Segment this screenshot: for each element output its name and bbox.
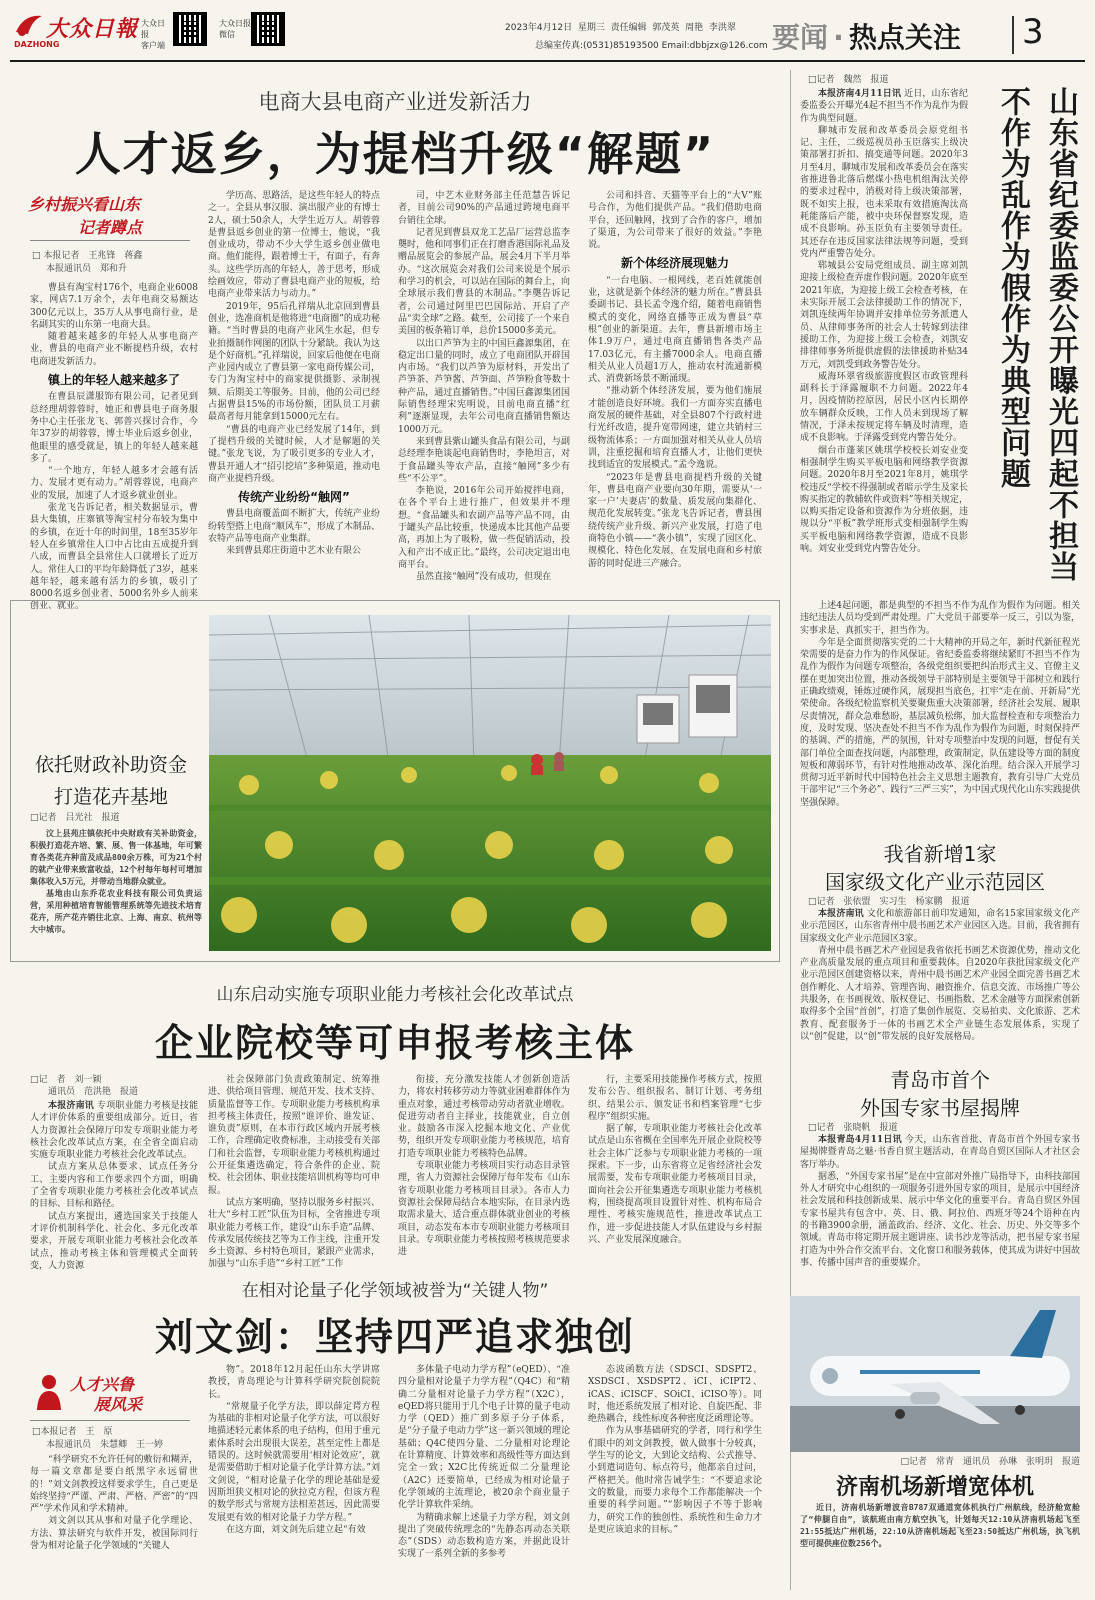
paragraph: “一个地方，年轻人越多才会越有活力、发展才更有动力。”胡蓉蓉说，电商产业的发展，加速了人才返乡就业创业。 <box>30 466 198 501</box>
article3-subtitle: 在相对论量子化学领域被誉为“关键人物” <box>241 1281 549 1301</box>
column-tag-line2: 记者蹲点 <box>78 218 143 237</box>
paragraph: 曹县电商覆盖面不断扩大，传统产业纷纷转型搭上电商“顺风车”，形成了木制品、农特产品等电商产业集群。 <box>208 509 380 545</box>
airport-aircraft-photo <box>790 1296 1080 1452</box>
masthead-info <box>505 20 736 33</box>
article2-col2 <box>208 1074 380 1270</box>
article3-title: 刘文剑：坚持四严追求独创 <box>154 1315 635 1359</box>
paragraph: 烟台市蓬莱区姚琪学校校长刘安业变相强制学生购买平板电脑和网络教学资源问题。2020年8月至2021年8月，姚琪学校违反“学校不得强制或者暗示学生及家长购买指定的教辅软件或资料”等相关规定，以购买指定设备和资源作为分班依据，违规以分“平板”教学班形式变相强制学生购买平板电脑和网络教学资源，造成不良影响。刘安业受到党内警告处分。 <box>800 445 968 554</box>
dateline: 本报济南讯 <box>48 1101 94 1111</box>
photo-story-byline: □记者 吕光社 报道 <box>30 813 120 823</box>
side1-col-top <box>800 88 968 596</box>
section-left: 要闻 <box>772 21 829 54</box>
side1-title: 山东省纪委监委公开曝光四起不担当不作为乱作为假作为典型问题 <box>995 86 1078 582</box>
masthead <box>0 0 1095 62</box>
paragraph: 今年是全面贯彻落实党的二十大精神的开局之年，新时代新征程光荣需要的是奋力作为的作风保证。省纪委监委将继续紧盯不担当不作为乱作为假作为问题专项整治，各级党组织要把纠治形式主义、官僚主义摆在更加突出位置，推动各级领导干部特别是主要领导干部树立和践行正确政绩观，锤炼过硬作风，展现担当底色，扛牢“走在前、开新局”光荣使命。各级纪检监察机关要聚焦重大决策部署，经济社会发展、履职尽责情况，群众急难愁盼，基层减负松绑，加大监督检查和专项整治力度，及时发现、坚决查处不担当不作为乱作为假作为问题，时刻保持严的基调、严的措施，严的氛围，针对专项整治中发现的问题，督促有关部门单位全面查找问题，内部整理，政策制定，队伍建设等方面的制度短板和薄弱环节，有针对性地推动改革、深化治理。结合深入开展学习贯彻习近平新时代中国特色社会主义思想主题教育，教育引导广大党员干部牢记“三个务必”、践行“三严三实”，为中国式现代化山东实践提供坚强保障。 <box>800 637 1080 808</box>
paragraph: 刘文剑以其从事和对量子化学理论、方法、算法研究与软件开发，被国际同行誉为相对论量子化学领域的“关键人 <box>30 1516 198 1552</box>
article2-byline1: □记 者 刘一颖 <box>30 1075 102 1085</box>
paragraph: 2019年，95后孔祥瑞从北京回到曹县创业，选准商机是他将进“电商圈”的成功秘籍。“当时曹县的电商产业风生水起，但专业拍摄制作网图的团队十分紧缺。我认为这是个好商机。”孔祥瑞说，回家后他便在电商产业园内成立了曹县第一家电商传媒公司，专门为淘宝村中的商家提供摄影、录制视频、后期美工等服务。目前，他的公司已经占据曹县15%的市场份额，团队员工月薪最高者每月能拿到15000元左右。 <box>208 301 380 423</box>
article1-col1 <box>30 282 198 612</box>
side4-body <box>800 1502 1080 1592</box>
paper-name-en: DAZHONG <box>14 40 60 49</box>
paragraph: “2023年是曹县电商提档升级的关键年，曹县电商产业要向30年期，需要从‘一家一户’夫妻店’的数量、质发展向集群化、规范化发展转变。”张龙飞告诉记者，曹县围绕传统产业升级、新兴产业发展，打造了电商特色小镇——“袭小镇”，实现了园区化、规模化、特色化发展，在发展电商和乡村旅游的同时促进三产融合。 <box>588 472 762 569</box>
article3-col1 <box>30 1454 198 1592</box>
paragraph <box>800 1134 1080 1171</box>
paragraph: 司，中艺木业财务部主任范慧告诉记者，目前公司90%的产品通过跨境电商平台销往全球。 <box>398 191 570 226</box>
paragraph: 态波函数方法（SDSCI、SDSPT2、XSDSCI、XSDSPT2、iCI、iCIPT2、iCAS、iCISCF、SOiCI、iCISO等）。同时，他还系统发展了相对论、自旋匹配、非绝热耦合，线性标度各种密度泛函理论等。 <box>588 1365 762 1425</box>
paragraph: 基地由山东乔花农业科技有限公司负责运营，采用种植培育智能管理系统等先进技术培育花卉，所产花卉销往北京、上海、南京、杭州等大中城市。 <box>30 889 202 934</box>
column-tag-talent <box>28 1372 188 1416</box>
paragraph <box>800 908 1080 945</box>
paragraph: 社会保障部门负责政策制定、统筹推进、供给项目管理、规范开发、技术支持、质量监督等工作。专项职业能力考核机构承担考核主体责任，按照“谁评价、谁发证、谁负责”原则，在本市行政区域内开展考核工作，合理确定收费标准，主动接受有关部门和社会监督，专项职业能力考核机构通过公开征集遴选确定，符合条件的企业、院校、社会团体、职业技能培训机构等均可申报。 <box>208 1075 380 1196</box>
paragraph: “推动新个体经济发展，要为他们施展才能创造良好环境。我们一方面夯实直播电商发展的硬件基础，对全县807个行政村进行光纤改造，提升宽带网速，建立共销村三级物流体系；一方面加强对相关从业人员培训，注重挖掘和培育直播人才，让他们更快找到适宜的发展模式。”孟令逸说。 <box>588 386 762 471</box>
paragraph: 威海环翠省级旅游度假区市政管理科副科长于泽露履职不力问题。2022年4月，因疫情防控原因，居民小区内长期停放车辆群众反映，工作人员未到现场了解情况，于泽未按规定将车辆及时清理，造成不良影响。于泽露受到党内警告处分。 <box>800 371 968 444</box>
photo-story-caption <box>30 828 202 948</box>
article1-col4 <box>588 190 762 582</box>
page-number-divider <box>1012 16 1014 54</box>
paragraph: 以出口芦笋为主的中国巨鑫源集团，在稳定出口量的同时，成立了电商团队开辟国内市场。“我们以芦笋为原材料，开发出了芦笋茶、芦笋酱、芦笋面、芦笋粉食等数十种产品，通过直播销售。”中国巨鑫源集团国际销售经理宋宪明说，目前电商直播“红利”逐渐显现，去年公司电商直播销售额达1000万元。 <box>398 338 570 435</box>
side1-byline: □记者 魏然 报道 <box>808 75 889 85</box>
masthead-contact <box>535 38 768 51</box>
qr-code-wechat <box>251 12 285 46</box>
dateline: 本报济南讯 <box>818 909 864 919</box>
paper-name: 大众日報 <box>46 16 139 42</box>
paragraph <box>30 1100 198 1161</box>
article3-byline2: 本报通讯员 朱慧卿 王一婷 <box>46 1440 164 1450</box>
paragraph: 为精确求解上述量子力学方程，刘文剑提出了突破传统理念的“先静态再动态关联态”（SDS）动态数构造方案，并据此设计实现了一系列全新的多参考 <box>398 1512 570 1560</box>
paragraph: 行，主要采用技能操作考核方式，按照发布公告、组织报名、制订计划、考务组织、结果公示、颁发证书和档案管理“七步程序”组织实施。 <box>588 1075 762 1122</box>
paragraph: 多体量子电动力学方程”（eQED）、“准四分量相对论量子力学方程”（Q4C）和“精确二分量相对论量子力学方程”（X2C），eQED将只能用于几个电子计算的量子电动力学（QED）推广到多原子分子体系，是“分子量子电动力学”这一新兴领域的理论基础；Q4C使四分量、二分量相对论理论在计算精度、计算效率和高级性等方面达到完全一致；X2C比传统近似二分量理论（A2C）还要简单，已经成为相对论量子化学领域的主流理论，被20余个商业量子化学计算软件采纳。 <box>398 1365 570 1511</box>
article1-subhead2: 传统产业纷纷“触网” <box>238 490 350 505</box>
article2-col1 <box>30 1100 198 1271</box>
article1-byline2: 本报通讯员 郑和升 <box>46 264 128 274</box>
paragraph: 郓城县公安局党组成员、副主席刘凯迎接上级检查弄虚作假问题。2020年底至2021年底，为迎接上级工会检查考核，在未实际开展工会法律援助工作的情况下，刘凯连续两年协调并安排单位劳务派遣人员、从律师事务所的社会人士转嫁到法律援助工作，为迎接上级工会检查，刘凯安排律师事务所提供虚假的法律援助补贴34万元，刘凯受到政务警告处分。 <box>800 261 968 370</box>
dateline: 本报济南4月11日讯 <box>818 89 902 99</box>
article1-subhead3: 新个体经济展现魅力 <box>620 256 729 271</box>
section-header <box>772 16 961 56</box>
section-right: 热点关注 <box>848 21 961 54</box>
side1-col-bottom <box>800 600 1080 826</box>
paragraph: 汶上县苑庄镇依托中央财政有关补助资金，积极打造花卉培、繁、展、售一体基地，年可繁育各类花卉种苗及成品800余万株，可为21个村的就产业带来致富收益，12个村每年每村可增加集体收入5万元，并带动当地群众就业。 <box>30 829 202 886</box>
person-icon <box>36 1374 62 1410</box>
paragraph: 李艳说，2016年公司开始搅拌电商，在各个平台上进行推广，但效果并不理想。“食品罐头和农副产品等产品不同，由于罐头产品比较重，快递成本比其他产品要高，再加上为了吸粉，做一些促销活动，投入和产出不成正比。”最终，公司决定退出电商平台。 <box>398 486 570 570</box>
paragraph: 学历高、思路活，是这些年轻人的特点之一。全县从事汉服、演出服产业的有博士2人，硕士50余人，大学生近万人。胡蓉蓉是曹县返乡创业的第一位博士，他说，“我创业成功，带动不少大学生返乡创业做电商。他们能得，跟着博士干，有面子，有奔头。这些学历高的年轻人，善于思考，形成绘画效应，带动了曹县电商产业的短板，给电商产业带来活力与动力。” <box>208 191 380 300</box>
column-tag-rural <box>28 192 168 236</box>
article2-subtitle: 山东启动实施专项职业能力考核社会化改革试点 <box>216 985 574 1005</box>
article1-col3 <box>398 190 570 582</box>
paragraph: 试点方案明确，坚持以服务乡村振兴、壮大“乡村工匠”队伍为目标，全省推进专项职业能力考核工作，建设“山东手造”品牌、传承发展传统技艺等为工作主线，注重开发乡土资源、乡村特色项目，紧跟产业需求，加强与“山东手造”“乡村工匠”工作 <box>208 1197 380 1270</box>
paragraph: 曹县有淘宝村176个，电商企业6008家，网店7.1万余个，去年电商交易额达300亿元以上，35万人从事电商行业，是名副其实的山东第一电商大县。 <box>30 283 198 330</box>
article3-col2 <box>208 1364 380 1592</box>
paragraph: 随着越来越多的年轻人从事电商产业，曹县的电商产业不断提档升级，农村电商迸发新活力。 <box>30 332 198 367</box>
page-number: 3 <box>1022 12 1044 52</box>
paragraph: 试点方案从总体要求、试点任务分工、主要内容和工作要求四个方面，明确了全省专项职业能力考核社会化改革试点的目标、目标和路径。 <box>30 1162 198 1210</box>
article3-col3 <box>398 1364 570 1592</box>
article2-col3 <box>398 1074 570 1258</box>
side3-title-line1: 青岛市首个 <box>890 1068 990 1092</box>
paragraph: 试点方案提出，遴选国家关于技能人才评价机制科学化、社会化、多元化改革要求，开展专项职业能力考核社会化改革试点，推动考核主体和管理模式全面转变，人力资源 <box>30 1211 198 1271</box>
paragraph: “常规量子化学方法，即以薛定谔方程为基础的非相对论量子化学方法，可以很好地描述轻元素体系的电子结构，但用于重元素体系时会出现很大误差，甚至定性上都是错误的。这时候就需要用‘相对论效应’，就是需要借助于相对论量子化学计算方法。”刘文剑说，“相对论量子化学的理论基础是爱因斯坦狭义相对论的狄拉克方程，但该方程的数学形式与常规方法相差甚远，因此需要发展更有效的相对论量子力学方程。” <box>208 1401 380 1523</box>
fax: 总编室传真:(0531)85193500 <box>535 41 659 51</box>
article2-title: 企业院校等可申报考核主体 <box>154 1021 635 1065</box>
article1-subhead1: 镇上的年轻人越来越多了 <box>47 373 180 388</box>
column-tag-line2: 展风采 <box>94 1395 143 1414</box>
article2-col4 <box>588 1074 762 1245</box>
paragraph: 据悉，“外国专家书屋”是在中宣部对外推广局指导下，由科技部国外人才研究中心组织的一项服务引进外国专家的项目，是展示中国经济社会发展和科技创新成果、展示中华文化的重要平台。青岛自贸区外国专家书屋共有包含中、英、日、俄、阿拉伯、西班牙等24个语种在内的书籍3900余册，涵盖政治、经济、文化、社会、历史、外交等多个领域。青岛市将定期开展主题讲座、读书沙龙等活动，把书屋专家书屋打造为中外合作交流平台、文化窗口和服务载体，使其成为讲好中国故事、传播中国声音的重要媒介。 <box>800 1171 1080 1268</box>
paragraph-text: 今天，山东省首批、青岛市首个外国专家书屋揭牌暨青岛之魅·书香自贸主题活动，在青岛自贸区国际人才社区会客厅举办。 <box>800 1135 1080 1170</box>
paragraph-text: 专项职业能力考核是技能人才评价体系的重要组成部分。近日，省人力资源社会保障厅印发专项职业能力考核社会化改革试点方案，在全省全面启动实施专项职业能力考核社会化改革试点。 <box>30 1101 198 1161</box>
paragraph: 来到曹县郑庄街道中艺木业有限公 <box>226 546 362 557</box>
paragraph: 公司和抖音、天猫等平台上的“大V”账号合作，为他们提供产品。“我们借助电商平台，还回触网，找到了合作的客户，增加了渠道，为公司带来了很好的效益。”李艳说。 <box>588 191 762 251</box>
paragraph-text: 文化和旅游部日前印发通知，命名15家国家级文化产业示范园区，山东省青州中晨书画艺术产业园区入选。目前，我省拥有国家级文化产业示范园区3家。 <box>800 909 1080 944</box>
section-dot: · <box>833 21 844 54</box>
greenhouse-flower-photo <box>209 615 771 951</box>
side3-byline: □记者 张晓帆 报道 <box>808 1123 898 1133</box>
article1-col2 <box>208 190 380 582</box>
editor-label: 责任编辑 <box>610 23 647 33</box>
dateline: 本报青岛4月11日讯 <box>818 1135 902 1145</box>
article3-byline1: □本报记者 王 原 <box>32 1427 113 1437</box>
paragraph-text: 近日，山东省纪委监委公开曝光4起不担当不作为乱作为假作为典型问题。 <box>800 89 968 124</box>
article1-title: 人才返乡，为提档升级“解题” <box>74 127 716 181</box>
paragraph: “曹县的电商产业已经发展了14年，到了提档升级的关键时候，人才是解题的关键。”张龙飞说，为了吸引更多的专业人才，曹县开通人才“招引挖培”多种渠道，推动电商产业提档升级。 <box>208 424 380 484</box>
paragraph: 近日，济南机场新增波音B787双通道宽体机执行广州航线，经济舱宽舱了“伸腿自由”，该航班由南方航空执飞，计划每天12:10从济南机场起飞至21:55抵达广州机场，22:10从济南机场起飞至23:50抵达广州机场，执飞机型可提供座位数256个。 <box>800 1503 1080 1548</box>
paragraph: 来到曹县紫山罐头食品有限公司，与副总经理李艳谈起电商销售时，李艳坦言，对于食品罐头等农产品，直接“触网”多少有些“不公平”。 <box>398 436 570 484</box>
side2-body <box>800 908 1080 1048</box>
paragraph: 虽然直接“触网”没有成功，但现在 <box>416 572 552 583</box>
paragraph: 聊城市发展和改革委员会原党组书记、主任，二级巡视员孙玉臣落实上级决策部署打折扣、搞变通等问题。2020年3月至4月，聊城市发展和改革委员会在落实省推进鲁北落后燃煤小热电机组淘汰关停的要求过程中，消极对待上级决策部署，既不如实上报，也未采取有效措施淘汰高耗能落后产能，被中央环保督察发现，造成不良影响。孙玉臣负有主要领导责任。其还存在违反国家法律法规等问题，受到党内严重警告处分。 <box>800 125 968 259</box>
tag-rule <box>30 240 190 241</box>
paragraph: 在曹县辰潇服饰有限公司，记者见到总经理胡蓉蓉时，她正和曹县电子商务服务中心主任张龙飞、郭普兴探讨合作，今年37岁的胡蓉蓉，博士毕业后返乡创业，他眼里的感受就是，镇上的年轻人越来越多了。 <box>30 392 198 464</box>
side3-body <box>800 1134 1080 1274</box>
article2-byline2: 通讯员 范洪艳 报道 <box>48 1087 139 1097</box>
checker-name: 周艳 <box>685 23 704 33</box>
side2-title-line2: 国家级文化产业示范园区 <box>825 870 1045 894</box>
tag-rule <box>30 1420 190 1421</box>
masthead-rule <box>10 60 1085 62</box>
article3-col4 <box>588 1364 762 1592</box>
paragraph: 据了解，专项职业能力考核社会化改革试点是山东省概在全国率先开展企业院校等社会主体广泛参与专项职业能力考核的一项探索。下一步，山东省将立足省经济社会发展需要，发布专项职业能力考核项目目录，面向社会公开征集遴选专项职业能力考核机构，围绕提高项目设置针对性、机构布局合理性、考核实施规范性，推进改革试点工作，进一步促进技能人才队伍建设与乡村振兴、产业发展深度融合。 <box>588 1124 762 1245</box>
article1-subtitle: 电商大县电商产业迸发新活力 <box>258 90 532 114</box>
paragraph: 专项职业能力考核项目实行动态目录管理，省人力资源社会保障厅每年发布《山东省专项职业能力考核项目目录》。各市人力资源社会保障局结合本地实际，在目录内选取需求量大、适合重点群体就业创业的考核项目，动态发布本市专项职业能力考核项目目录。专项职业能力考核按照考核规范要求进 <box>398 1161 570 1258</box>
article1-byline1: □ 本报记者 王兆锋 蒋鑫 <box>32 251 143 261</box>
paragraph: 张龙飞告诉记者，相关数据显示，曹县大集镇，庄寨镇等淘宝村分布较为集中的乡镇，在近十年的时间里，18至35岁年轻人在乡镇常住人口中占比由五成提升到八成，而曹县全县常住人口就增长了近万人。常住人口的平均年龄降低了3岁，越来越年轻，越来越有活力的乡镇，吸引了8000名返乡创业者、5000名外乡人前来创业、就业。 <box>30 503 198 612</box>
paragraph: 作为从事基础研究的学者，同行和学生们眼中的刘文剑教授，做人做事十分较真，学生写的论文，大到论文结构、公式推导、小到遣词造句、标点符号，他都亲自过问，严格把关。他时常告诫学生：“不要追求论文的数量，而要力求每个工作都能解决一个重要的科学问题。”“影响因子不等于影响力，研究工作的独创性、系统性和生命力才是更应该追求的目标。” <box>588 1426 762 1535</box>
editor-name: 郭茂英 <box>652 23 680 33</box>
paragraph: 记者见到曹县双龙工艺品厂运营总监李龑时，他和同事们正在打磨香港国际礼品及赠品展览会的参展产品，展会4月下半月举办。“这次展览会对我们公司来说是个展示和学习的机会，可以站在国际的舞台上，向全球展示我们曹县的木制品。”李龑告诉记者，公司通过阿里巴巴国际站、开启了产品“卖全球”之路。截至，公司接了一个来自美国的板条箱订单，总价15000多美元。 <box>398 227 570 337</box>
issue-weekday: 星期三 <box>577 23 605 33</box>
side2-title-line1: 我省新增1家 <box>883 842 997 866</box>
paragraph: “科学研究不允许任何的敷衍和糊弄，每一篇文章都是要白纸黑字永远留世的！”刘文剑教授这样要求学生，自己更是始终坚持“严谨、严肃、严格、严密”的“四严”学术作风和学术精神。 <box>30 1455 198 1515</box>
column-tag-line1: 人才兴鲁 <box>70 1375 135 1394</box>
paragraph: 在这方面，刘文剑先后建立起“有效 <box>226 1524 366 1535</box>
paragraph <box>800 88 968 125</box>
side3-title-line2: 外国专家书屋揭牌 <box>860 1096 1020 1120</box>
paragraph: “一台电脑、一根网线，老百姓就能创业，这就是新个体经济的魅力所在。”曹县县委副书记、县长孟令逸介绍，随着电商销售模式的变化，网络直播等正成为曹县“草根”创业的新渠道。去年，曹县新增市场主体1.9万户，通过电商直播销售各类产品17.03亿元，有主播7000余人。电商直播相关从业人员超1万人，推动农村流通新模式、消费新场景不断涌现。 <box>588 275 762 385</box>
qr1-caption: 大众日报 客户端 <box>141 19 165 50</box>
side4-byline: □记者 常青 通讯员 孙琳 张明玥 报道 <box>900 1457 1080 1467</box>
qr2-caption: 大众日报 微信 <box>219 19 251 39</box>
photo-story-title-line1: 依托财政补助资金 <box>34 754 187 776</box>
paragraph: 上述4起问题，都是典型的不担当不作为乱作为假作为问题。相关违纪违法人员均受到严肃处理。广大党员干部要举一反三，引以为鉴，实事求是、真抓实干，担当作为。 <box>800 601 1080 636</box>
paragraph: 物”。2018年12月起任山东大学讲席教授，青岛理论与计算科学研究院创院院长。 <box>208 1365 380 1400</box>
column-tag-line1: 乡村振兴看山东 <box>28 195 141 214</box>
side2-byline: □记者 张依盟 实习生 杨家鹏 报道 <box>808 897 970 907</box>
designer-name: 李洪翠 <box>708 23 736 33</box>
paper-logo-icon <box>14 12 44 38</box>
side4-title: 济南机场新增宽体机 <box>835 1475 1034 1500</box>
email: Email:dbbjzx@126.com <box>661 41 768 51</box>
issue-date: 2023年4月12日 <box>505 23 573 33</box>
photo-story-title-line2: 打造花卉基地 <box>53 786 168 808</box>
paragraph: 青州中晨书画艺术产业园是我省依托书画艺术资源优势，推动文化产业高质量发展的重点项目和重要载体。自2020年获批国家级文化产业示范园区创建资格以来，青州中晨书画艺术产业园全面完善书画艺术创作孵化、人才培养、管理咨询、融资推介、信息交流、市场推广等公共服务，在书画视效、版权登记、书画指数、艺术金融等方面探索创新取得多个全国“首创”，打造了集创作展览、交易拍卖、文化旅游、艺术教育、配套服务于一体的书画艺术全产业链生态发展体系，实现了以“创”促建，以“创”带发展的良好发展格局。 <box>800 945 1080 1042</box>
paragraph: 衔接，充分激发技能人才创新创造活力，将农村转移劳动力等就业困难群体作为重点对象，通过考核带动劳动者就业增收。促进劳动者自主择业，技能就业，自立创业。鼓励各市深入挖掘本地文化、产业优势，组织开发专项职业能力考核规范，培育打造专项职业能力考核特色品牌。 <box>398 1075 570 1159</box>
qr-code-client <box>173 12 207 46</box>
